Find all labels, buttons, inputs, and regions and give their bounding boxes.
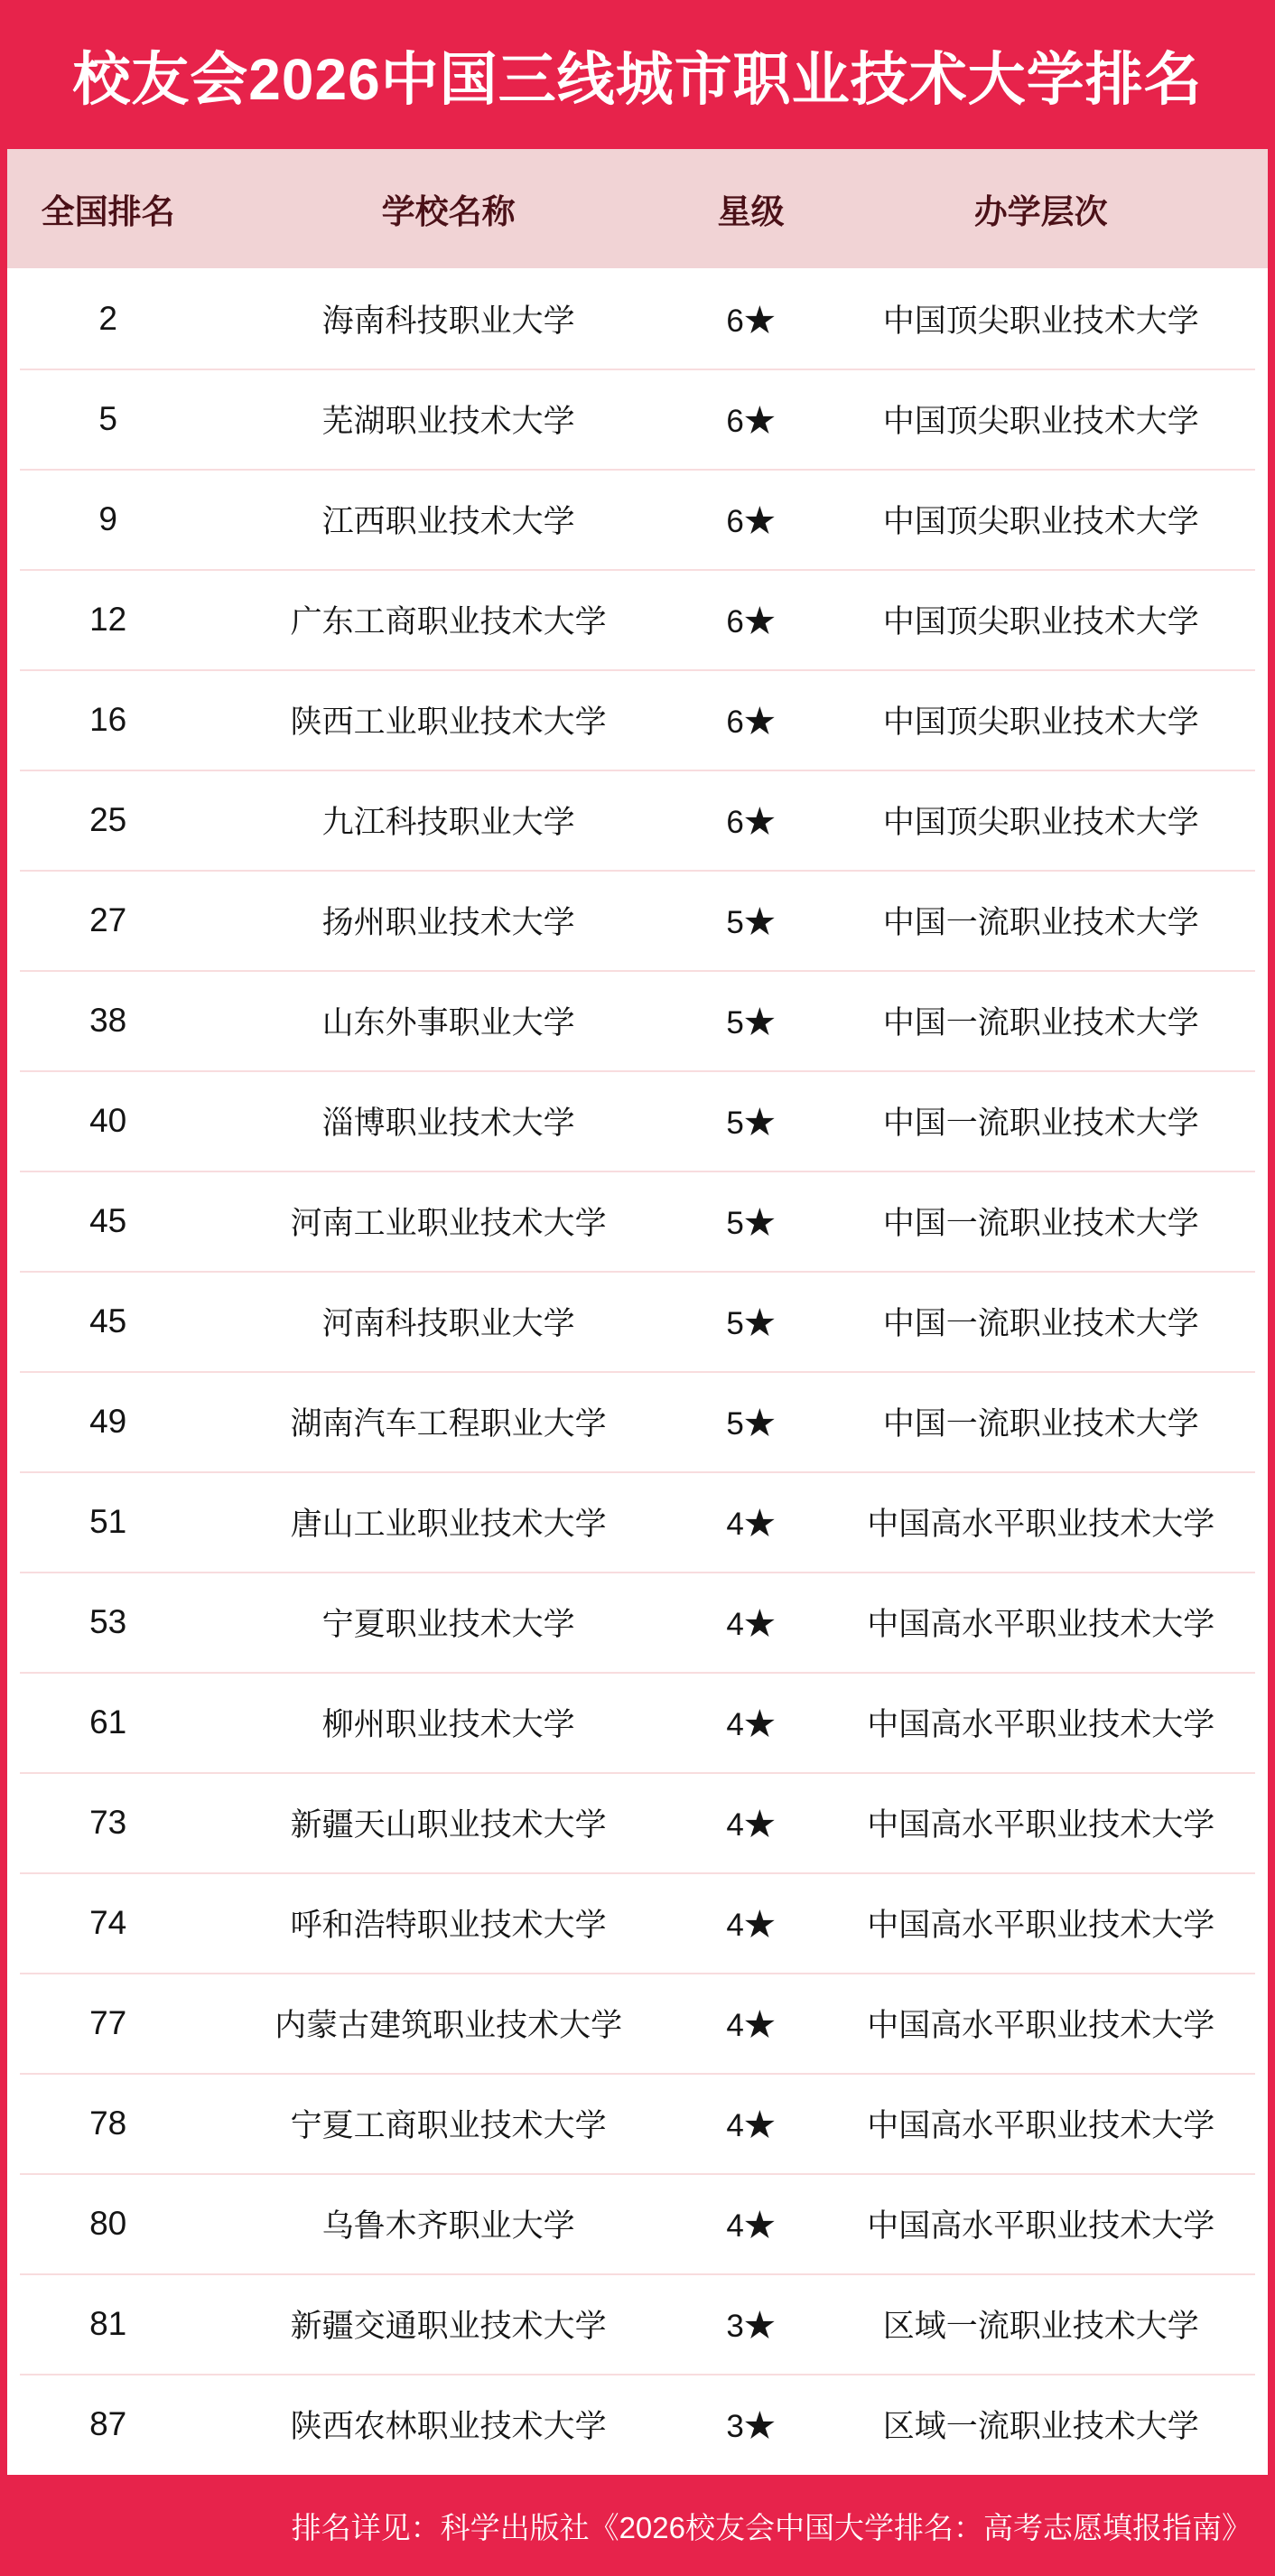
rank-cell: 81 — [89, 2304, 127, 2342]
table-row — [7, 1672, 1268, 1772]
school-name-cell: 河南工业职业技术大学 — [290, 1205, 607, 1241]
star-rating-cell: 4★ — [726, 2207, 776, 2244]
star-rating-cell: 4★ — [726, 1606, 776, 1642]
table-row — [7, 1070, 1268, 1171]
level-cell: 中国一流职业技术大学 — [882, 1004, 1199, 1041]
footer — [0, 2475, 1275, 2576]
school-name-cell: 九江科技职业大学 — [321, 804, 575, 840]
school-name-cell: 河南科技职业大学 — [321, 1305, 575, 1341]
table-row — [7, 1171, 1268, 1271]
star-rating-cell: 4★ — [726, 2107, 776, 2143]
title-banner — [0, 0, 1275, 149]
rank-cell: 77 — [89, 2003, 127, 2041]
ranking-table — [7, 149, 1268, 2475]
school-name-cell: 芜湖职业技术大学 — [321, 403, 575, 439]
school-name-cell: 陕西农林职业技术大学 — [290, 2408, 607, 2444]
school-name-cell: 淄博职业技术大学 — [321, 1105, 575, 1141]
rank-cell: 27 — [89, 901, 127, 938]
table-row — [7, 2073, 1268, 2173]
level-cell: 中国一流职业技术大学 — [882, 1305, 1199, 1341]
school-name-cell: 山东外事职业大学 — [321, 1004, 575, 1041]
rank-cell: 87 — [89, 2404, 127, 2442]
level-cell: 中国一流职业技术大学 — [882, 1405, 1199, 1442]
table-row — [7, 1772, 1268, 1872]
footer-note: 排名详见：科学出版社《2026校友会中国大学排名：高考志愿填报指南》 — [291, 2510, 1252, 2544]
column-header-star: 星级 — [717, 193, 785, 230]
table-body — [7, 268, 1268, 2475]
star-rating-cell: 5★ — [726, 904, 776, 940]
table-row — [7, 870, 1268, 970]
star-rating-cell: 4★ — [726, 1806, 776, 1843]
level-cell: 中国一流职业技术大学 — [882, 904, 1199, 940]
star-rating-cell: 5★ — [726, 1105, 776, 1141]
rank-cell: 38 — [89, 1001, 127, 1039]
level-cell: 中国高水平职业技术大学 — [867, 1806, 1215, 1843]
table-row — [7, 1872, 1268, 1973]
table-row — [7, 469, 1268, 569]
rank-cell: 78 — [89, 2104, 127, 2142]
level-cell: 区域一流职业技术大学 — [882, 2408, 1199, 2444]
school-name-cell: 宁夏职业技术大学 — [321, 1606, 575, 1642]
level-cell: 中国顶尖职业技术大学 — [882, 403, 1199, 439]
rank-cell: 12 — [89, 600, 127, 638]
level-cell: 中国顶尖职业技术大学 — [882, 603, 1199, 639]
school-name-cell: 海南科技职业大学 — [321, 303, 575, 339]
level-cell: 中国高水平职业技术大学 — [867, 2107, 1215, 2143]
table-row — [7, 2374, 1268, 2474]
star-rating-cell: 6★ — [726, 603, 776, 639]
school-name-cell: 宁夏工商职业技术大学 — [290, 2107, 607, 2143]
school-name-cell: 新疆交通职业技术大学 — [290, 2308, 607, 2344]
school-name-cell: 内蒙古建筑职业技术大学 — [275, 2007, 623, 2043]
table-row — [7, 268, 1268, 369]
level-cell: 区域一流职业技术大学 — [882, 2308, 1199, 2344]
level-cell: 中国高水平职业技术大学 — [867, 1506, 1215, 1542]
rank-cell: 74 — [89, 1903, 127, 1941]
school-name-cell: 乌鲁木齐职业大学 — [321, 2207, 575, 2244]
rank-cell: 53 — [89, 1602, 127, 1640]
rank-cell: 73 — [89, 1803, 127, 1841]
rank-cell: 9 — [98, 499, 117, 537]
star-rating-cell: 5★ — [726, 1405, 776, 1442]
level-cell: 中国高水平职业技术大学 — [867, 1706, 1215, 1742]
table-row — [7, 669, 1268, 770]
rank-cell: 61 — [89, 1703, 127, 1741]
star-rating-cell: 4★ — [726, 1907, 776, 1943]
page-title: 校友会2026中国三线城市职业技术大学排名 — [72, 46, 1203, 112]
school-name-cell: 陕西工业职业技术大学 — [290, 704, 607, 740]
star-rating-cell: 5★ — [726, 1205, 776, 1241]
school-name-cell: 扬州职业技术大学 — [321, 904, 575, 940]
school-name-cell: 柳州职业技术大学 — [321, 1706, 575, 1742]
level-cell: 中国一流职业技术大学 — [882, 1105, 1199, 1141]
rank-cell: 45 — [89, 1201, 127, 1239]
star-rating-cell: 3★ — [726, 2308, 776, 2344]
rank-cell: 49 — [89, 1402, 127, 1440]
table-row — [7, 1973, 1268, 2073]
table-row — [7, 1371, 1268, 1471]
rank-cell: 5 — [98, 399, 117, 437]
column-header-school: 学校名称 — [381, 193, 516, 230]
level-cell: 中国顶尖职业技术大学 — [882, 804, 1199, 840]
column-header-rank: 全国排名 — [41, 193, 175, 230]
rank-cell: 51 — [89, 1502, 127, 1540]
rank-cell: 2 — [98, 299, 117, 337]
rank-cell: 80 — [89, 2204, 127, 2242]
school-name-cell: 湖南汽车工程职业大学 — [290, 1405, 607, 1442]
level-cell: 中国高水平职业技术大学 — [867, 2007, 1215, 2043]
star-rating-cell: 6★ — [726, 704, 776, 740]
star-rating-cell: 6★ — [726, 503, 776, 539]
table-row — [7, 1271, 1268, 1371]
star-rating-cell: 6★ — [726, 303, 776, 339]
star-rating-cell: 5★ — [726, 1305, 776, 1341]
level-cell: 中国高水平职业技术大学 — [867, 2207, 1215, 2244]
star-rating-cell: 6★ — [726, 403, 776, 439]
rank-cell: 25 — [89, 800, 127, 838]
table-row — [7, 970, 1268, 1070]
school-name-cell: 唐山工业职业技术大学 — [290, 1506, 607, 1542]
table-header — [7, 149, 1268, 268]
table-row — [7, 1572, 1268, 1672]
star-rating-cell: 5★ — [726, 1004, 776, 1041]
school-name-cell: 新疆天山职业技术大学 — [290, 1806, 607, 1843]
star-rating-cell: 6★ — [726, 804, 776, 840]
school-name-cell: 广东工商职业技术大学 — [290, 603, 607, 639]
star-rating-cell: 3★ — [726, 2408, 776, 2444]
rank-cell: 40 — [89, 1101, 127, 1139]
rank-cell: 45 — [89, 1302, 127, 1339]
table-row — [7, 569, 1268, 669]
level-cell: 中国高水平职业技术大学 — [867, 1907, 1215, 1943]
column-header-level: 办学层次 — [973, 193, 1108, 230]
level-cell: 中国一流职业技术大学 — [882, 1205, 1199, 1241]
star-rating-cell: 4★ — [726, 1706, 776, 1742]
school-name-cell: 呼和浩特职业技术大学 — [290, 1907, 607, 1943]
table-row — [7, 1471, 1268, 1572]
level-cell: 中国高水平职业技术大学 — [867, 1606, 1215, 1642]
table-row — [7, 2173, 1268, 2273]
table-row — [7, 770, 1268, 870]
level-cell: 中国顶尖职业技术大学 — [882, 704, 1199, 740]
rank-cell: 16 — [89, 700, 127, 738]
table-row — [7, 369, 1268, 469]
school-name-cell: 江西职业技术大学 — [321, 503, 575, 539]
level-cell: 中国顶尖职业技术大学 — [882, 303, 1199, 339]
level-cell: 中国顶尖职业技术大学 — [882, 503, 1199, 539]
table-row — [7, 2273, 1268, 2374]
star-rating-cell: 4★ — [726, 2007, 776, 2043]
star-rating-cell: 4★ — [726, 1506, 776, 1542]
